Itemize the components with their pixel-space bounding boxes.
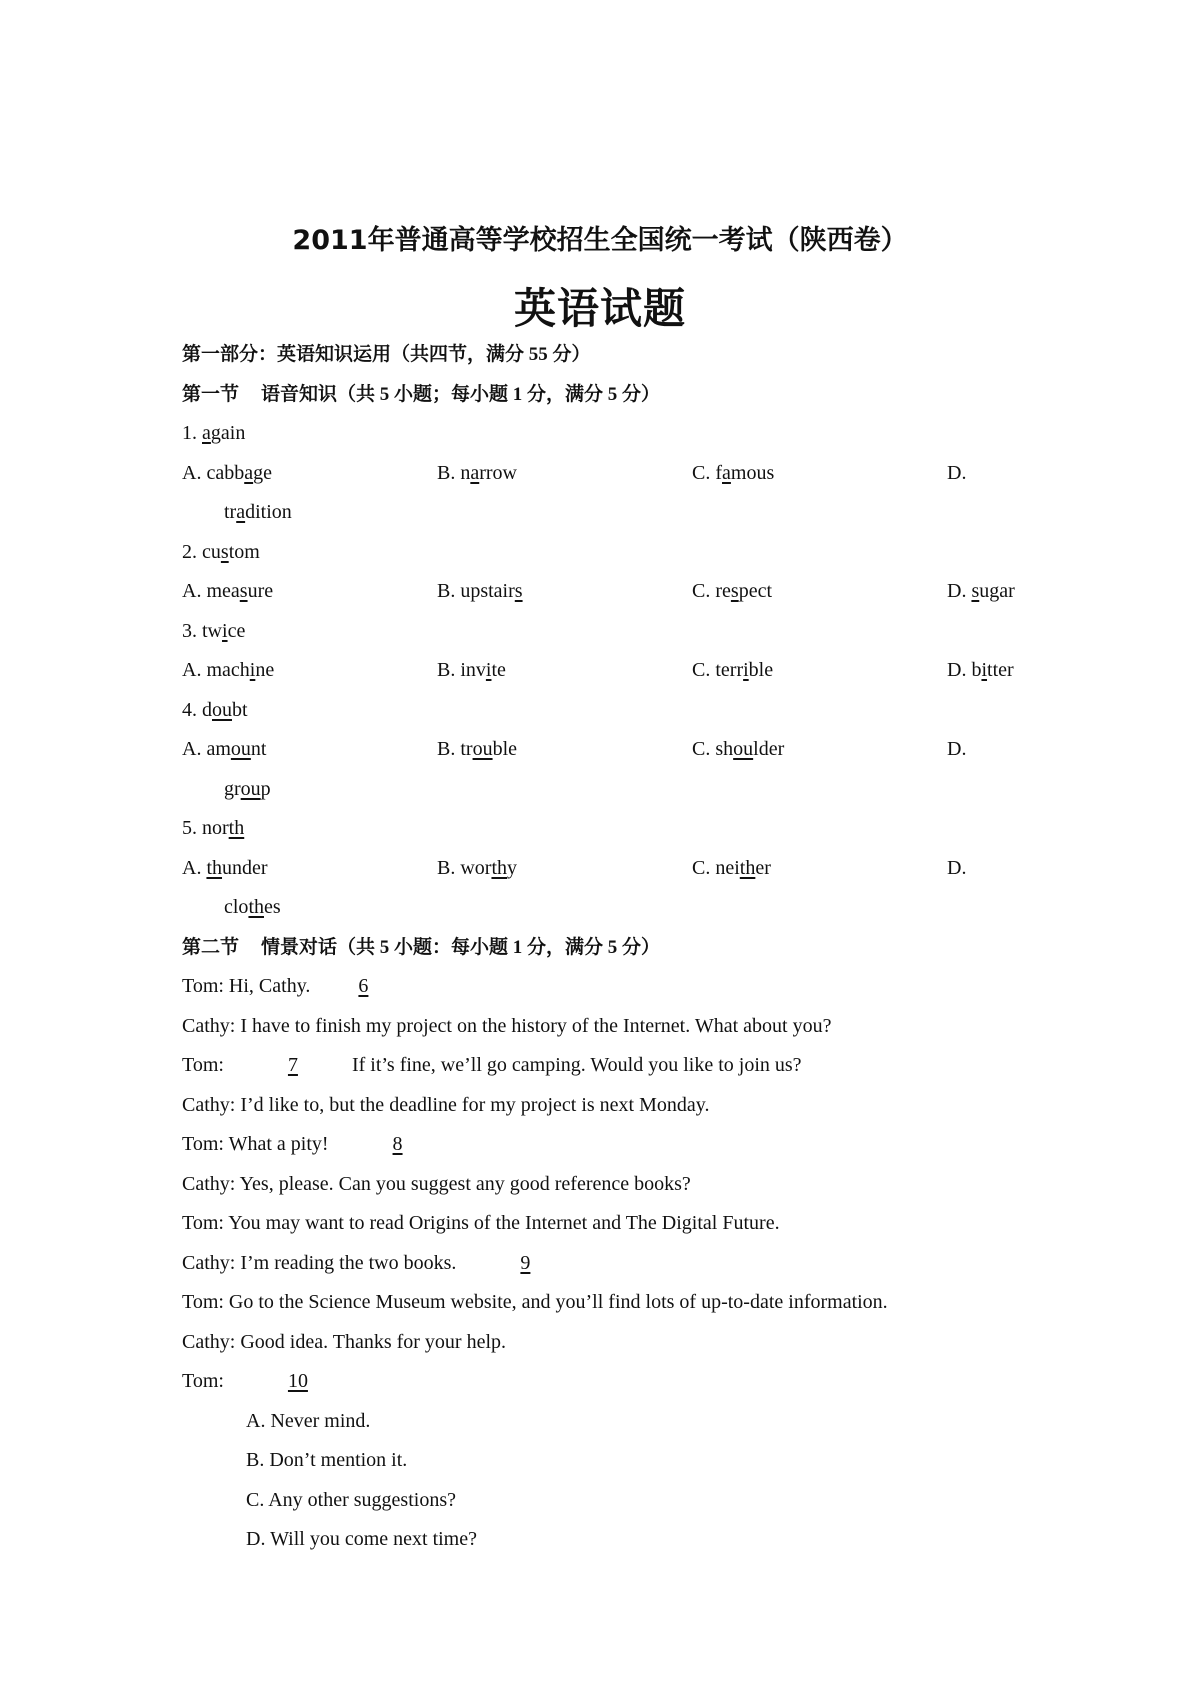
answer-blank: 6 [358, 975, 369, 997]
dialogue-line: Cathy: Good idea. Thanks for your help. [182, 1330, 507, 1353]
dialogue-line: Cathy: I’m reading the two books. 9 [182, 1244, 1062, 1284]
option-a: A. thunder [182, 856, 268, 879]
answer-blank: 8 [392, 1133, 403, 1155]
option-c: C. terrible [692, 659, 774, 681]
question-num: 5. [182, 817, 197, 839]
answer-blank: 7 [287, 1054, 298, 1076]
question-num: 4. [182, 698, 197, 721]
dialogue-line: Cathy: I have to finish my project on the history of the Internet. What about you? [182, 1014, 832, 1037]
option-b: B. invite [437, 659, 506, 681]
question-word: doubt [202, 698, 248, 721]
section1-heading [182, 375, 1062, 415]
option-d-word: tradition [224, 501, 292, 523]
dialogue-line: Tom: Hi, Cathy. 6 [182, 967, 1062, 1007]
question-5 [182, 809, 1062, 849]
section2-label: 第二节 [182, 936, 240, 958]
question-3-options [182, 651, 1062, 691]
question-num: 1. [182, 422, 197, 444]
question-1-options [182, 454, 1062, 494]
option-d: D. bitter [947, 659, 1014, 681]
exam-title: 2011年普通高等学校招生全国统一考试（陕西卷） [292, 225, 908, 256]
option-b: B. narrow [437, 461, 517, 484]
dialogue-line: Tom: 7 If it’s fine, we’ll go camping. Would you like to join us? [182, 1046, 1062, 1086]
answer-blank: 9 [520, 1251, 531, 1274]
question-2 [182, 533, 1062, 573]
option-a: A. amount [182, 738, 267, 760]
option-d: D. sugar [947, 580, 1015, 602]
question-1 [182, 414, 1062, 454]
choice-item: A. Never mind. [246, 1409, 371, 1432]
section1-title: 语音知识（共 5 小题；每小题 1 分，满分 5 分） [261, 383, 661, 405]
dialogue-line: Tom: Go to the Science Museum website, and you’ll find lots of up-to-date information. [182, 1291, 888, 1313]
section2-heading [182, 928, 1062, 968]
part1-heading: 第一部分：英语知识运用（共四节，满分 55 分） [182, 344, 591, 365]
option-d: D. [947, 738, 967, 760]
option-b: B. upstairs [437, 580, 523, 602]
question-num: 3. [182, 619, 197, 642]
question-word: again [202, 422, 246, 444]
option-a: A. machine [182, 659, 275, 681]
question-word: north [202, 817, 245, 839]
option-b: B. trouble [437, 738, 517, 760]
question-num: 2. [182, 540, 197, 563]
exam-content [182, 335, 1062, 1560]
exam-subtitle: 英语试题 [513, 284, 686, 333]
choice-item: D. Will you come next time? [246, 1528, 477, 1550]
dialogue-line: Tom: 10 [182, 1362, 1062, 1402]
question-5-options [182, 849, 1062, 889]
dialogue-line: Tom: What a pity! 8 [182, 1125, 1062, 1165]
question-word: custom [202, 540, 260, 563]
option-b: B. worthy [437, 856, 518, 879]
question-4-options [182, 730, 1062, 770]
option-a: A. measure [182, 580, 274, 602]
option-d: D. [947, 856, 967, 879]
dialogue-line: Cathy: I’d like to, but the deadline for my project is next Monday. [182, 1093, 710, 1116]
section1-label: 第一节 [182, 383, 240, 405]
section2-title: 情景对话（共 5 小题：每小题 1 分，满分 5 分） [261, 936, 661, 958]
option-d: D. [947, 461, 967, 484]
dialogue-line: Cathy: Yes, please. Can you suggest any good reference books? [182, 1172, 691, 1195]
question-4 [182, 691, 1062, 731]
option-a: A. cabbage [182, 461, 272, 484]
question-3 [182, 612, 1062, 652]
option-d-word: group [224, 777, 271, 800]
question-2-options [182, 572, 1062, 612]
option-d-word: clothes [224, 896, 281, 918]
question-word: twice [202, 619, 246, 642]
option-c: C. shoulder [692, 738, 785, 760]
option-c: C. respect [692, 580, 772, 602]
answer-blank: 10 [287, 1370, 308, 1392]
choice-item: B. Don’t mention it. [246, 1449, 408, 1471]
choice-item: C. Any other suggestions? [246, 1488, 456, 1511]
dialogue-line: Tom: You may want to read Origins of the Internet and The Digital Future. [182, 1212, 780, 1234]
option-c: C. neither [692, 856, 771, 879]
option-c: C. famous [692, 461, 775, 484]
